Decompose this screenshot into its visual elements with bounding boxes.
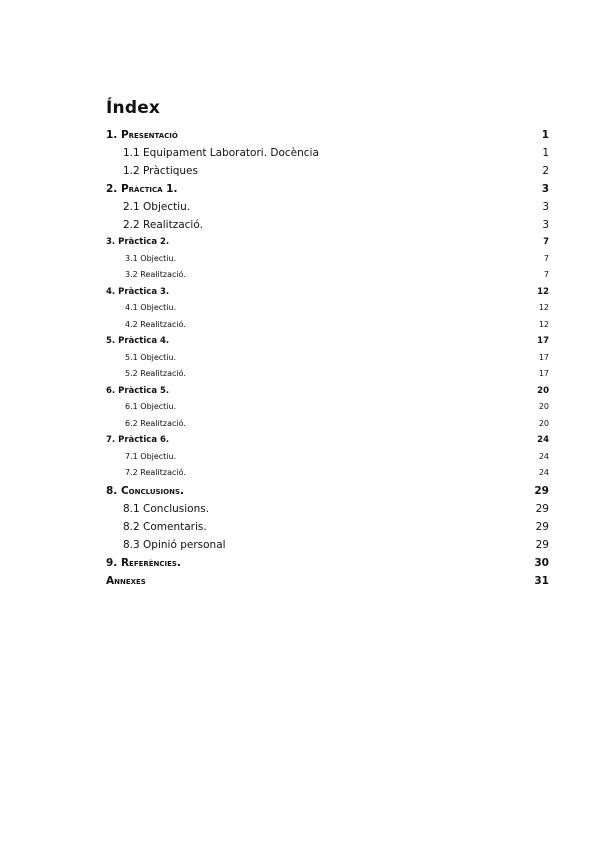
- toc-entry-page-number: 12: [537, 286, 549, 297]
- toc-entry[interactable]: [106, 386, 549, 403]
- toc-entry-label: 6. Pràctica 5.: [106, 385, 170, 396]
- toc-entry-page-number: 17: [538, 369, 549, 378]
- toc-entry[interactable]: [106, 183, 549, 201]
- table-of-contents: [106, 129, 549, 593]
- toc-entry[interactable]: [106, 369, 549, 386]
- toc-entry[interactable]: [106, 485, 549, 503]
- toc-entry-page-number: 7: [543, 253, 549, 263]
- toc-entry-page-number: 3: [541, 183, 549, 195]
- toc-entry-page-number: 3: [542, 201, 549, 213]
- toc-entry[interactable]: [106, 435, 549, 452]
- toc-entry-label: 7. Pràctica 6.: [106, 435, 170, 445]
- toc-entry[interactable]: [106, 353, 549, 370]
- toc-entry-page-number: 1: [541, 129, 549, 141]
- toc-entry-label: 5.2 Realització.: [125, 369, 186, 378]
- toc-entry-label: 5. Pràctica 4.: [106, 336, 170, 346]
- toc-entry-label: 2. Pràctica 1.: [106, 183, 178, 195]
- toc-entry-page-number: 29: [535, 502, 549, 515]
- toc-entry-label: 2.1 Objectiu.: [123, 201, 191, 213]
- toc-entry-page-number: 17: [537, 336, 549, 346]
- toc-entry-label: 4. Pràctica 3.: [106, 286, 170, 297]
- toc-entry-label: 5.1 Objectiu.: [125, 352, 177, 362]
- toc-entry-label: 1.1 Equipament Laboratori. Docència: [123, 147, 319, 159]
- toc-entry-page-number: 24: [538, 451, 549, 461]
- toc-entry-label: 1. Presentació: [106, 129, 178, 141]
- toc-entry-label: 8.2 Comentaris.: [123, 520, 207, 533]
- toc-entry-page-number: 29: [534, 484, 549, 497]
- toc-entry-page-number: 20: [537, 385, 549, 396]
- toc-entry-label: 6.2 Realització.: [125, 418, 186, 428]
- toc-entry-label: 3.2 Realització.: [125, 270, 186, 279]
- toc-entry-label: Annexes: [106, 574, 146, 587]
- toc-entry[interactable]: [106, 539, 549, 557]
- toc-entry-page-number: 24: [538, 468, 549, 477]
- toc-entry-label: 4.1 Objectiu.: [125, 303, 177, 312]
- toc-entry-page-number: 29: [535, 520, 549, 533]
- toc-entry-page-number: 20: [538, 418, 549, 428]
- toc-entry[interactable]: [106, 287, 549, 304]
- toc-entry[interactable]: [106, 402, 549, 419]
- toc-entry[interactable]: [106, 270, 549, 287]
- toc-entry[interactable]: [106, 575, 549, 593]
- toc-entry[interactable]: [106, 521, 549, 539]
- toc-entry-page-number: 29: [535, 538, 549, 551]
- toc-entry-label: 8. Conclusions.: [106, 484, 184, 497]
- toc-entry-label: 4.2 Realització.: [125, 319, 186, 329]
- toc-entry[interactable]: [106, 468, 549, 485]
- toc-entry-label: 6.1 Objectiu.: [125, 402, 177, 411]
- toc-entry-label: 7.1 Objectiu.: [125, 451, 177, 461]
- toc-entry[interactable]: [106, 320, 549, 337]
- toc-entry-page-number: 12: [538, 303, 549, 312]
- toc-entry-page-number: 3: [542, 219, 549, 231]
- toc-entry-page-number: 1: [542, 147, 549, 159]
- toc-entry[interactable]: [106, 237, 549, 254]
- toc-entry-label: 2.2 Realització.: [123, 219, 203, 231]
- toc-entry-page-number: 24: [537, 435, 549, 445]
- toc-entry[interactable]: [106, 201, 549, 219]
- toc-entry-label: 3. Pràctica 2.: [106, 237, 170, 247]
- toc-entry-page-number: 17: [538, 352, 549, 362]
- toc-entry-page-number: 7: [543, 237, 549, 247]
- toc-entry[interactable]: [106, 336, 549, 353]
- toc-entry[interactable]: [106, 129, 549, 147]
- toc-entry[interactable]: [106, 419, 549, 436]
- toc-entry[interactable]: [106, 254, 549, 271]
- toc-entry-label: 1.2 Pràctiques: [123, 165, 198, 177]
- toc-entry-page-number: 20: [538, 402, 549, 411]
- toc-entry[interactable]: [106, 165, 549, 183]
- toc-entry-label: 9. Referències.: [106, 556, 181, 569]
- toc-entry-label: 7.2 Realització.: [125, 468, 186, 477]
- page-title: Índex: [106, 98, 161, 118]
- toc-entry[interactable]: [106, 557, 549, 575]
- toc-entry[interactable]: [106, 303, 549, 320]
- toc-entry-page-number: 2: [542, 165, 549, 177]
- toc-entry-page-number: 12: [538, 319, 549, 329]
- toc-entry[interactable]: [106, 147, 549, 165]
- toc-entry[interactable]: [106, 452, 549, 469]
- toc-entry-page-number: 30: [534, 556, 549, 569]
- toc-entry-page-number: 31: [534, 574, 549, 587]
- toc-entry-label: 8.3 Opinió personal: [123, 538, 226, 551]
- toc-entry-label: 8.1 Conclusions.: [123, 502, 210, 515]
- toc-entry[interactable]: [106, 503, 549, 521]
- toc-entry-label: 3.1 Objectiu.: [125, 253, 177, 263]
- toc-entry-page-number: 7: [543, 270, 549, 279]
- toc-entry[interactable]: [106, 219, 549, 237]
